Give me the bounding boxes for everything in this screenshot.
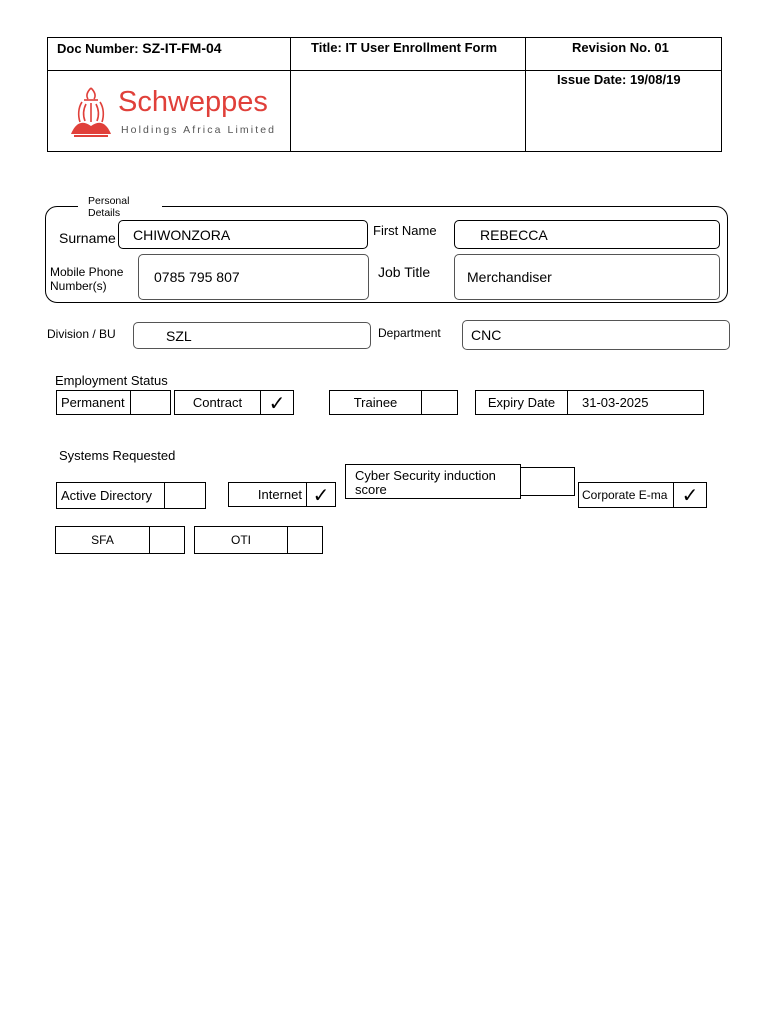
active-directory-checkbox[interactable]: [164, 482, 206, 509]
mobile-label-line1: Mobile Phone: [50, 265, 124, 279]
form-title: Title: IT User Enrollment Form: [311, 40, 498, 55]
doc-number-label: Doc Number:: [57, 41, 139, 56]
revision-number: Revision No. 01: [572, 40, 669, 55]
checkmark-icon: ✓: [312, 482, 330, 507]
expiry-date-label: Expiry Date: [475, 390, 568, 415]
permanent-option: Permanent: [56, 390, 131, 415]
first-name-field[interactable]: REBECCA: [454, 220, 720, 249]
mobile-label-line2: Number(s): [50, 279, 107, 293]
oti-checkbox[interactable]: [287, 526, 323, 554]
sfa-option: SFA: [55, 526, 150, 554]
expiry-date-field[interactable]: 31-03-2025: [567, 390, 704, 415]
division-label: Division / BU: [47, 327, 116, 341]
logo-subtitle: Holdings Africa Limited: [121, 124, 277, 136]
issue-date: Issue Date: 19/08/19: [557, 72, 681, 87]
schweppes-logo-emblem: [68, 86, 114, 138]
header-divider: [525, 38, 526, 151]
cyber-security-label-line1: Cyber Security induction: [355, 468, 496, 483]
mobile-field[interactable]: 0785 795 807: [138, 254, 369, 300]
permanent-checkbox[interactable]: [130, 390, 171, 415]
personal-details-legend: Personal Details: [88, 195, 130, 219]
surname-field[interactable]: CHIWONZORA: [118, 220, 368, 249]
first-name-label: First Name: [373, 223, 437, 238]
employment-status-heading: Employment Status: [55, 373, 168, 388]
logo-brand-text: Schweppes: [118, 86, 268, 118]
trainee-option: Trainee: [329, 390, 422, 415]
checkmark-icon: ✓: [268, 390, 286, 415]
doc-number: [57, 40, 222, 56]
header-divider: [290, 38, 291, 151]
trainee-checkbox[interactable]: [421, 390, 458, 415]
cyber-security-score-field[interactable]: [520, 467, 575, 496]
cyber-security-label-line2: score: [355, 482, 387, 497]
active-directory-option: Active Directory: [56, 482, 165, 509]
contract-checkbox[interactable]: [260, 390, 294, 415]
internet-checkbox[interactable]: [306, 482, 336, 507]
division-field[interactable]: SZL: [133, 322, 371, 349]
department-label: Department: [378, 326, 441, 340]
sfa-checkbox[interactable]: [149, 526, 185, 554]
job-title-label: Job Title: [378, 264, 431, 280]
oti-option: OTI: [194, 526, 288, 554]
systems-requested-heading: Systems Requested: [59, 448, 176, 463]
header-row-divider: [48, 70, 721, 71]
checkmark-icon: ✓: [681, 483, 699, 507]
corporate-email-option: Corporate E-ma: [578, 482, 674, 508]
corporate-email-checkbox[interactable]: [673, 482, 707, 508]
contract-option: Contract: [174, 390, 261, 415]
doc-number-value: SZ-IT-FM-04: [142, 40, 222, 56]
job-title-field[interactable]: Merchandiser: [454, 254, 720, 300]
cyber-security-option: [345, 464, 521, 499]
surname-label: Surname: [59, 230, 116, 246]
department-field[interactable]: CNC: [462, 320, 730, 350]
internet-option: Internet: [228, 482, 307, 507]
